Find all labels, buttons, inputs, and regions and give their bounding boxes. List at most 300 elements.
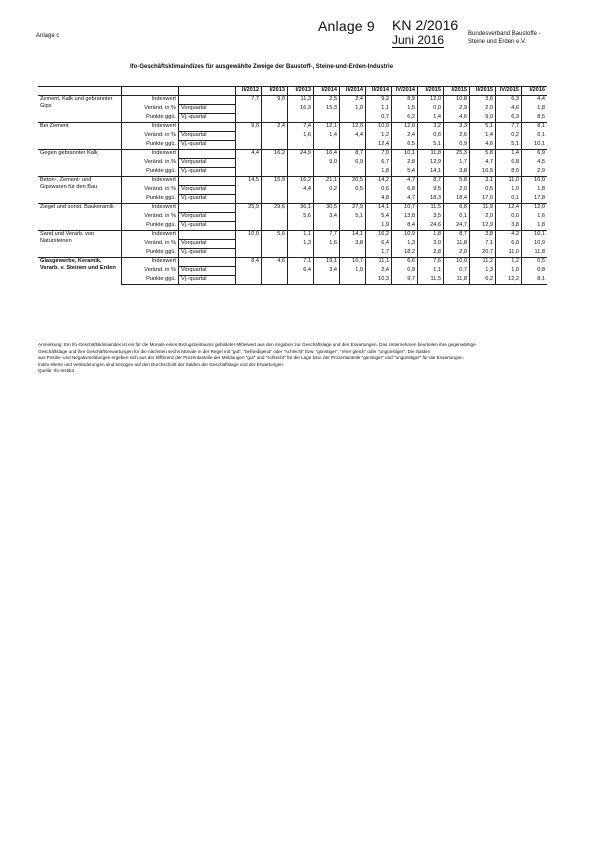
value-cell: 10,9 <box>392 231 418 240</box>
value-cell <box>262 114 288 123</box>
value-cell <box>340 168 366 177</box>
value-cell: 1,9 <box>366 222 392 231</box>
value-cell: 7,7 <box>496 123 522 132</box>
header-blank <box>122 87 179 96</box>
value-cell: 12,2 <box>496 276 522 285</box>
value-cell: 16,0 <box>522 177 548 186</box>
issue-number: KN 2/2016 <box>392 17 459 33</box>
value-cell: 10,9 <box>522 240 548 249</box>
value-cell <box>236 240 262 249</box>
association-line-2: Steine und Erden e.V. <box>468 39 527 45</box>
value-cell: 16,3 <box>288 105 314 114</box>
value-cell: 7,1 <box>288 258 314 267</box>
row-sublabel <box>179 204 236 213</box>
value-cell: 11,8 <box>418 150 444 159</box>
row-label: Punkte ggü. <box>122 114 179 123</box>
value-cell: 1,8 <box>522 186 548 195</box>
value-cell: 5,4 <box>366 213 392 222</box>
column-header: IV/2015 <box>496 87 522 96</box>
value-cell <box>288 195 314 204</box>
value-cell: 3,0 <box>418 240 444 249</box>
value-cell: 10,0 <box>366 123 392 132</box>
value-cell: 10,7 <box>392 204 418 213</box>
value-cell: 16,4 <box>314 150 340 159</box>
value-cell: 16,2 <box>262 150 288 159</box>
value-cell: 1,4 <box>314 132 340 141</box>
value-cell: 12,0 <box>392 123 418 132</box>
value-cell: 8,5 <box>522 114 548 123</box>
value-cell: 11,5 <box>418 204 444 213</box>
value-cell: 9,5 <box>418 186 444 195</box>
value-cell <box>340 222 366 231</box>
value-cell: 1,3 <box>392 240 418 249</box>
value-cell <box>288 276 314 285</box>
value-cell: 11,5 <box>418 276 444 285</box>
index-row <box>38 231 547 240</box>
row-sublabel <box>179 177 236 186</box>
value-cell: 10,5 <box>470 168 496 177</box>
row-label: Veränd. in % <box>122 267 179 276</box>
value-cell: 3,1 <box>470 177 496 186</box>
value-cell <box>262 249 288 258</box>
index-row <box>38 204 547 213</box>
group-name: Sand und Verarb. von Natursteinen <box>38 231 122 258</box>
value-cell: 2,0 <box>444 249 470 258</box>
row-label: Indexwert <box>122 258 179 267</box>
value-cell: 6,3 <box>496 114 522 123</box>
value-cell: 4,6 <box>470 141 496 150</box>
value-cell: 1,4 <box>496 150 522 159</box>
value-cell: 0,9 <box>444 141 470 150</box>
value-cell: 16,2 <box>288 177 314 186</box>
value-cell: 1,0 <box>340 105 366 114</box>
column-header: II/2014 <box>366 87 392 96</box>
value-cell: 8,7 <box>444 231 470 240</box>
index-table-body <box>38 87 547 285</box>
index-row <box>38 150 547 159</box>
value-cell: 1,8 <box>522 222 548 231</box>
value-cell <box>262 105 288 114</box>
value-cell: 7,6 <box>418 258 444 267</box>
footnote-line: Index-Werte und Veränderungen sind bezogen auf den Durchschnitt der Salden der Geschäftslage und der Erwartungen. <box>38 361 285 367</box>
value-cell: 0,8 <box>522 267 548 276</box>
value-cell: 1,0 <box>496 267 522 276</box>
value-cell: 12,4 <box>496 204 522 213</box>
header-blank <box>38 87 122 96</box>
value-cell: 36,1 <box>288 204 314 213</box>
value-cell: 1,2 <box>496 258 522 267</box>
value-cell <box>340 276 366 285</box>
value-cell <box>314 114 340 123</box>
value-cell: 0,1 <box>522 132 548 141</box>
value-cell: 0,9 <box>392 267 418 276</box>
value-cell: 10,1 <box>522 231 548 240</box>
value-cell: 2,9 <box>522 168 548 177</box>
value-cell <box>236 213 262 222</box>
value-cell: 1,7 <box>366 249 392 258</box>
value-cell: 9,7 <box>392 276 418 285</box>
value-cell <box>262 141 288 150</box>
row-sublabel: Vj.-quartal <box>179 222 236 231</box>
value-cell: 4,8 <box>366 195 392 204</box>
value-cell: 3,6 <box>470 96 496 105</box>
value-cell <box>288 159 314 168</box>
attachment-number: Anlage 9 <box>318 18 375 34</box>
value-cell: 3,8 <box>340 240 366 249</box>
row-sublabel: Vj.-quartal <box>179 141 236 150</box>
index-table <box>38 86 547 285</box>
value-cell: 2,8 <box>418 249 444 258</box>
row-sublabel: Vj.-quartal <box>179 276 236 285</box>
value-cell: 3,4 <box>314 213 340 222</box>
value-cell: 2,8 <box>392 159 418 168</box>
value-cell: 15,3 <box>314 105 340 114</box>
value-cell: 29,6 <box>262 204 288 213</box>
column-header: II/2012 <box>236 87 262 96</box>
column-header: I/2013 <box>262 87 288 96</box>
row-label: Veränd. in % <box>122 105 179 114</box>
value-cell: 8,9 <box>392 96 418 105</box>
row-sublabel: Vorquartal <box>179 267 236 276</box>
value-cell: 9,0 <box>314 159 340 168</box>
value-cell: 1,3 <box>288 240 314 249</box>
value-cell: 2,4 <box>392 132 418 141</box>
value-cell: 1,1 <box>418 267 444 276</box>
value-cell: 3,8 <box>496 222 522 231</box>
row-label: Indexwert <box>122 177 179 186</box>
value-cell: 0,1 <box>444 213 470 222</box>
value-cell <box>236 276 262 285</box>
value-cell <box>262 276 288 285</box>
row-sublabel: Vorquartal <box>179 240 236 249</box>
value-cell: 11,1 <box>366 258 392 267</box>
value-cell: 6,2 <box>470 276 496 285</box>
value-cell: 3,5 <box>418 213 444 222</box>
value-cell: 1,1 <box>366 105 392 114</box>
value-cell: 0,5 <box>470 186 496 195</box>
value-cell: 5,6 <box>262 231 288 240</box>
value-cell <box>340 141 366 150</box>
value-cell: 2,0 <box>444 186 470 195</box>
value-cell: 6,9 <box>340 159 366 168</box>
value-cell: 11,8 <box>444 276 470 285</box>
value-cell: 12,9 <box>418 159 444 168</box>
value-cell: 0,7 <box>366 114 392 123</box>
value-cell: 11,0 <box>496 177 522 186</box>
value-cell: 18,4 <box>444 195 470 204</box>
value-cell: 25,9 <box>236 204 262 213</box>
value-cell: 12,0 <box>418 96 444 105</box>
row-sublabel: Vj.-quartal <box>179 195 236 204</box>
value-cell: 5,1 <box>470 123 496 132</box>
value-cell: 6,0 <box>496 240 522 249</box>
value-cell <box>262 222 288 231</box>
value-cell <box>314 168 340 177</box>
value-cell <box>288 168 314 177</box>
value-cell: 1,1 <box>288 231 314 240</box>
value-cell: 18,3 <box>418 195 444 204</box>
footnote-line: Quelle: Ifo-Institut <box>38 368 75 374</box>
value-cell: 2,0 <box>470 213 496 222</box>
row-sublabel <box>179 258 236 267</box>
value-cell: 0,6 <box>366 186 392 195</box>
row-label: Punkte ggü. <box>122 168 179 177</box>
value-cell: 11,8 <box>522 249 548 258</box>
row-sublabel <box>179 150 236 159</box>
value-cell <box>262 132 288 141</box>
value-cell: 0,7 <box>444 267 470 276</box>
column-header: I/2014 <box>314 87 340 96</box>
footnote-line: Anmerkung: Ein Ifo-Geschäftsklimaindex ist ein für die Monate eines Bezugszeitraums gebildeter Mittelwert aus den Angaben zur Geschäftslage und den Erwartungen. Das Unternehmen beurteilen ihre gegenwärtige <box>38 342 476 347</box>
value-cell: 0,0 <box>496 213 522 222</box>
value-cell: 4,4 <box>340 132 366 141</box>
value-cell: 0,2 <box>314 186 340 195</box>
value-cell: 5,1 <box>340 213 366 222</box>
value-cell <box>236 114 262 123</box>
row-label: Punkte ggü. <box>122 222 179 231</box>
value-cell <box>340 195 366 204</box>
value-cell: 12,1 <box>314 123 340 132</box>
value-cell: 24,9 <box>288 150 314 159</box>
column-header: I/2015 <box>418 87 444 96</box>
row-label: Punkte ggü. <box>122 195 179 204</box>
value-cell: 14,1 <box>340 231 366 240</box>
value-cell: 21,1 <box>314 177 340 186</box>
value-cell: 9,0 <box>236 123 262 132</box>
row-label: Veränd. in % <box>122 159 179 168</box>
value-cell: 5,4 <box>392 168 418 177</box>
row-sublabel: Vj.-quartal <box>179 249 236 258</box>
value-cell: 7,7 <box>236 96 262 105</box>
value-cell: 1,8 <box>418 231 444 240</box>
value-cell <box>340 114 366 123</box>
value-cell: 8,1 <box>522 276 548 285</box>
value-cell: 10,8 <box>444 96 470 105</box>
footnote <box>38 342 558 375</box>
value-cell: 8,4 <box>392 222 418 231</box>
row-label: Veränd. in % <box>122 186 179 195</box>
value-cell: 10,1 <box>392 150 418 159</box>
value-cell: 0,2 <box>496 132 522 141</box>
value-cell: 1,7 <box>444 159 470 168</box>
value-cell: 4,5 <box>522 159 548 168</box>
value-cell: 25,3 <box>444 150 470 159</box>
value-cell <box>314 141 340 150</box>
value-cell: 2,4 <box>340 96 366 105</box>
value-cell: 7,0 <box>366 150 392 159</box>
value-cell <box>236 141 262 150</box>
value-cell: 1,0 <box>496 186 522 195</box>
group-name: Glasgewerbe, Keramik, Verarb. v. Steinen und Erden <box>38 258 122 285</box>
value-cell: 10,1 <box>522 141 548 150</box>
value-cell: 24,7 <box>444 222 470 231</box>
value-cell <box>262 240 288 249</box>
index-row <box>38 96 547 105</box>
value-cell: 12,9 <box>470 222 496 231</box>
value-cell: 15,9 <box>262 177 288 186</box>
value-cell: 8,4 <box>236 258 262 267</box>
group-name: Zement, Kalk und gebrannter Gips <box>38 96 122 123</box>
value-cell: 5,8 <box>444 177 470 186</box>
value-cell <box>288 114 314 123</box>
row-sublabel <box>179 123 236 132</box>
row-sublabel: Vj.-quartal <box>179 168 236 177</box>
value-cell: 6,8 <box>392 186 418 195</box>
column-header: IV/2014 <box>392 87 418 96</box>
value-cell: 3,8 <box>470 231 496 240</box>
value-cell <box>314 276 340 285</box>
group-name: Bei Zement <box>38 123 122 150</box>
value-cell <box>236 168 262 177</box>
value-cell <box>236 159 262 168</box>
row-label: Indexwert <box>122 204 179 213</box>
value-cell: 10,3 <box>366 276 392 285</box>
value-cell: 4,7 <box>392 177 418 186</box>
row-sublabel <box>179 96 236 105</box>
table-title: Ifo-Geschäftsklimaindizes für ausgewählte Zweige der Baustoff-, Steine-und-Erden-Industrie <box>130 64 394 70</box>
value-cell: 6,9 <box>522 150 548 159</box>
column-header: I/2015 <box>444 87 470 96</box>
footnote-line: Geschäftslage und ihre Geschäftserwartungen für die nächsten sechs Monate in der Regel mit "gut", "befriedigend" oder "schlecht" bzw. "günstiger", "eher gleich" oder "ungünstiger". Die Salden <box>38 348 431 354</box>
value-cell <box>236 222 262 231</box>
value-cell <box>288 141 314 150</box>
value-cell: 8,7 <box>340 150 366 159</box>
value-cell <box>288 249 314 258</box>
value-cell: 1,5 <box>392 105 418 114</box>
group-name: Gegen gebrannter Kalk <box>38 150 122 177</box>
value-cell <box>236 249 262 258</box>
value-cell: 5,8 <box>470 150 496 159</box>
value-cell: 1,6 <box>314 240 340 249</box>
column-header: I/2016 <box>522 87 548 96</box>
value-cell: 3,2 <box>418 123 444 132</box>
group-name: Beton-, Zement- und Gipswaren für den Bau <box>38 177 122 204</box>
value-cell: 9,0 <box>262 96 288 105</box>
value-cell <box>262 159 288 168</box>
value-cell: 4,7 <box>470 159 496 168</box>
issue-date: Juni 2016 <box>392 33 445 47</box>
value-cell: 1,4 <box>418 114 444 123</box>
value-cell: 8,7 <box>418 177 444 186</box>
value-cell: 5,1 <box>418 141 444 150</box>
value-cell: 6,4 <box>366 240 392 249</box>
value-cell: 1,3 <box>470 267 496 276</box>
value-cell: 4,6 <box>496 105 522 114</box>
value-cell: 0,6 <box>418 132 444 141</box>
value-cell: 13,8 <box>392 213 418 222</box>
value-cell <box>236 195 262 204</box>
row-label: Indexwert <box>122 231 179 240</box>
value-cell: 1,8 <box>522 105 548 114</box>
value-cell <box>236 267 262 276</box>
value-cell: 14,1 <box>366 204 392 213</box>
value-cell: 1,6 <box>522 213 548 222</box>
value-cell: 4,6 <box>444 114 470 123</box>
value-cell: 5,1 <box>496 141 522 150</box>
row-sublabel <box>179 231 236 240</box>
value-cell: 1,4 <box>470 132 496 141</box>
value-cell: 6,6 <box>392 258 418 267</box>
value-cell: 4,2 <box>496 231 522 240</box>
value-cell: 27,9 <box>340 204 366 213</box>
value-cell: 24,6 <box>418 222 444 231</box>
value-cell: 19,1 <box>314 258 340 267</box>
row-label: Indexwert <box>122 123 179 132</box>
column-header: I/2013 <box>288 87 314 96</box>
value-cell: 3,8 <box>444 168 470 177</box>
row-sublabel: Vorquartal <box>179 105 236 114</box>
group-name: Ziegel und sonst. Baukeramik <box>38 204 122 231</box>
value-cell: 30,5 <box>314 204 340 213</box>
row-label: Veränd. in % <box>122 213 179 222</box>
footnote-line: aus Positiv- und Negativmeldungen ergeben sich aus der Differenz der Prozentanteile der Meldungen "gut" und "schlecht" für die Lage bzw. der Prozentanteile "günstiger" und "ungünstiger" für die Erwartungen. <box>38 355 464 361</box>
value-cell <box>340 249 366 258</box>
value-cell <box>236 105 262 114</box>
value-cell: 16,7 <box>340 258 366 267</box>
value-cell <box>314 195 340 204</box>
row-sublabel: Vorquartal <box>179 159 236 168</box>
value-cell: 6,7 <box>366 159 392 168</box>
value-cell: 8,0 <box>496 168 522 177</box>
association-line-1: Bundesverband Baustoffe - <box>468 31 541 37</box>
row-label: Veränd. in % <box>122 240 179 249</box>
value-cell: 5,6 <box>288 213 314 222</box>
row-label: Punkte ggü. <box>122 141 179 150</box>
attachment-tag: Anlage c <box>36 33 60 39</box>
value-cell: 4,4 <box>288 186 314 195</box>
value-cell: 14,2 <box>366 177 392 186</box>
value-cell: 20,7 <box>470 249 496 258</box>
value-cell: 2,4 <box>366 267 392 276</box>
value-cell: 14,1 <box>418 168 444 177</box>
value-cell: 17,8 <box>522 195 548 204</box>
value-cell: 12,0 <box>340 123 366 132</box>
value-cell: 2,5 <box>314 96 340 105</box>
value-cell: 0,0 <box>418 105 444 114</box>
value-cell: 7,1 <box>470 240 496 249</box>
value-cell: 6,8 <box>496 159 522 168</box>
row-label: Indexwert <box>122 96 179 105</box>
row-label: Veränd. in % <box>122 132 179 141</box>
value-cell: 8,1 <box>522 123 548 132</box>
value-cell <box>236 186 262 195</box>
value-cell: 11,2 <box>470 258 496 267</box>
value-cell: 2,4 <box>262 123 288 132</box>
index-row <box>38 123 547 132</box>
value-cell: 17,0 <box>470 195 496 204</box>
value-cell <box>262 195 288 204</box>
value-cell: 6,8 <box>444 204 470 213</box>
value-cell <box>262 213 288 222</box>
value-cell: 2,0 <box>470 105 496 114</box>
value-cell: 4,7 <box>392 195 418 204</box>
value-cell: 14,5 <box>236 177 262 186</box>
value-cell: 10,0 <box>444 258 470 267</box>
value-cell: 6,4 <box>288 267 314 276</box>
value-cell: 0,1 <box>496 195 522 204</box>
value-cell: 18,2 <box>392 249 418 258</box>
header-row <box>38 87 547 96</box>
value-cell <box>288 222 314 231</box>
value-cell: 7,7 <box>314 231 340 240</box>
value-cell: 12,4 <box>366 141 392 150</box>
association-name <box>468 30 541 46</box>
column-header: II/2015 <box>470 87 496 96</box>
value-cell <box>314 249 340 258</box>
value-cell: 1,0 <box>340 267 366 276</box>
value-cell: 9,2 <box>366 96 392 105</box>
value-cell: 11,3 <box>288 96 314 105</box>
